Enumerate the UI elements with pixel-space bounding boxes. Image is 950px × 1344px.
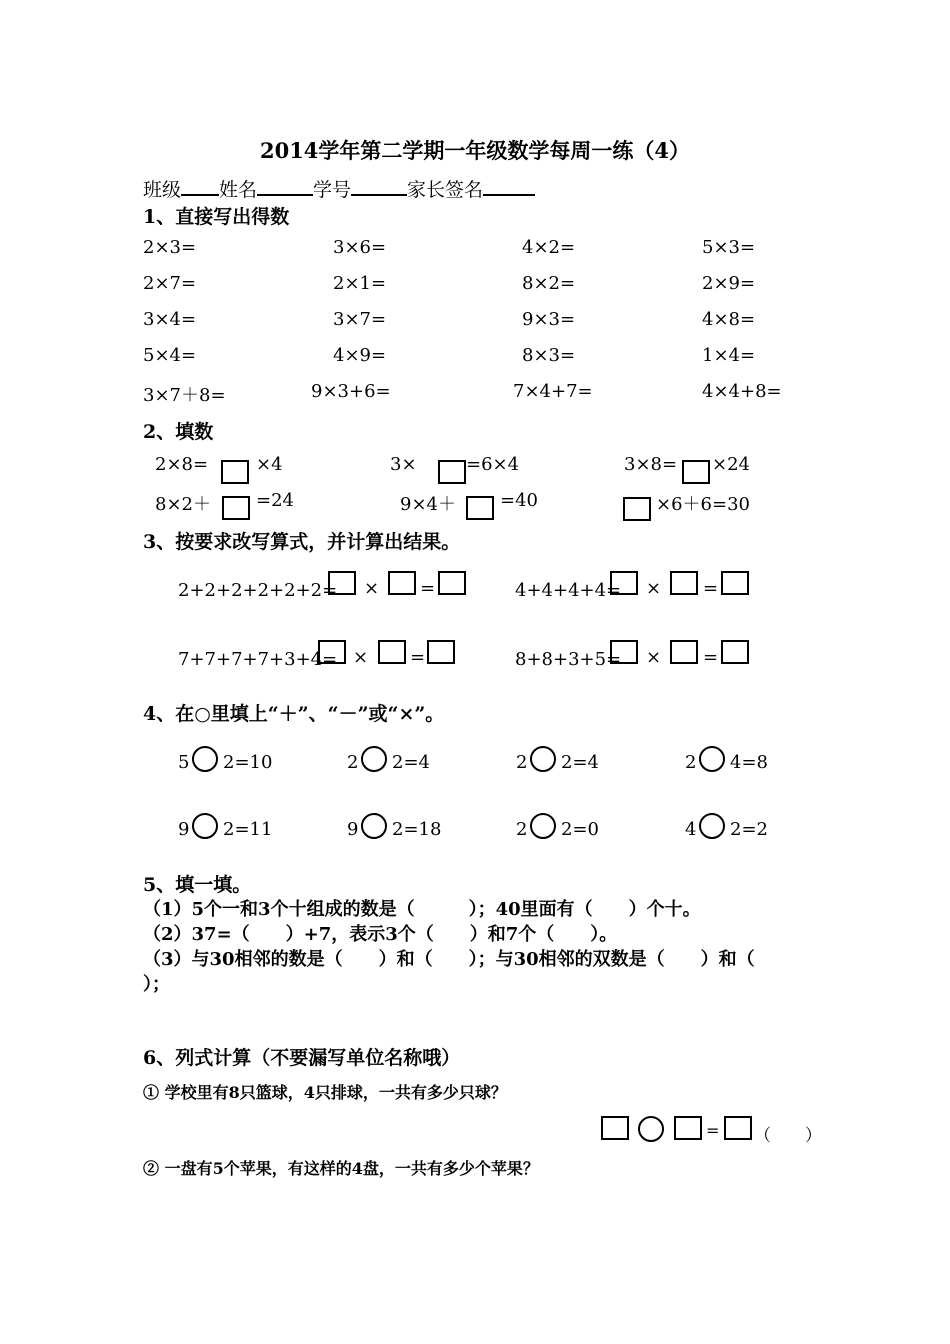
q3-b-expression: 4+4+4+4= (515, 580, 622, 601)
section-2-heading: 2、填数 (143, 421, 214, 443)
q3-a-times: × (364, 578, 380, 599)
q3-d-box-3[interactable] (721, 640, 749, 664)
q4-left-number: 2 (685, 752, 697, 773)
q3-d-expression: 8+8+3+5= (515, 649, 622, 670)
q3-b-times: × (646, 578, 662, 599)
q2-c-left: 3×8= (624, 454, 678, 475)
q1-equation: 5×3= (702, 237, 756, 258)
q2-d-left: 8×2＋ (155, 494, 211, 515)
q1-equation: 1×4= (702, 345, 756, 366)
q3-c-box-3[interactable] (427, 640, 455, 664)
q2-b-right: =6×4 (466, 454, 520, 475)
q6-p1-answer-box[interactable] (724, 1116, 752, 1140)
q1-equation: 3×6= (333, 237, 387, 258)
q3-d-equals: = (703, 647, 719, 668)
q1-equation: 2×9= (702, 273, 756, 294)
q1-equation: 4×8= (702, 309, 756, 330)
q1-equation: 3×4= (143, 309, 197, 330)
name-blank[interactable] (257, 176, 313, 196)
q3-b-equals: = (703, 578, 719, 599)
section-3-heading: 3、按要求改写算式，并计算出结果。 (143, 531, 461, 553)
q5-line-1: （1）5个一和3个十组成的数是（ ）；40里面有（ ）个十。 (143, 899, 701, 920)
q1-equation: 8×2= (522, 273, 576, 294)
q5-line-2: （2）37=（ ）+7，表示3个（ ）和7个（ ）。 (143, 924, 618, 945)
q6-p1-operator-circle[interactable] (638, 1116, 664, 1142)
section-5-heading: 5、填一填。 (143, 874, 252, 896)
q4-operator-circle[interactable] (192, 813, 218, 839)
q3-b-box-3[interactable] (721, 571, 749, 595)
q2-f-right: ×6＋6=30 (656, 494, 750, 515)
class-label: 班级 (143, 179, 182, 201)
q1-equation: 3×7＋8= (143, 385, 226, 406)
q4-right-expression: 2=4 (392, 752, 430, 773)
q4-right-expression: 2=18 (392, 819, 442, 840)
q1-equation: 4×9= (333, 345, 387, 366)
q3-a-box-2[interactable] (388, 571, 416, 595)
q1-equation: 9×3+6= (311, 381, 391, 402)
q2-a-right: ×4 (256, 454, 283, 475)
student-info-line (143, 175, 535, 202)
q1-equation: 4×4+8= (702, 381, 782, 402)
page-title: 2014学年第二学期一年级数学每周一练（4） (259, 138, 691, 163)
q4-right-expression: 2=10 (223, 752, 273, 773)
number-label: 学号 (313, 179, 352, 201)
q4-left-number: 5 (178, 752, 190, 773)
section-1-heading: 1、直接写出得数 (143, 206, 290, 228)
q4-operator-circle[interactable] (530, 746, 556, 772)
q2-c-right: ×24 (712, 454, 750, 475)
q4-left-number: 9 (347, 819, 359, 840)
q4-left-number: 4 (685, 819, 697, 840)
q3-a-expression: 2+2+2+2+2+2= (178, 580, 338, 601)
q4-operator-circle[interactable] (361, 746, 387, 772)
q1-equation: 2×1= (333, 273, 387, 294)
q1-equation: 4×2= (522, 237, 576, 258)
q4-right-expression: 2=0 (561, 819, 599, 840)
q4-right-expression: 2=11 (223, 819, 273, 840)
q4-operator-circle[interactable] (699, 746, 725, 772)
q6-problem-1: ① 学校里有8只篮球，4只排球，一共有多少只球？ (143, 1083, 507, 1102)
q1-equation: 8×3= (522, 345, 576, 366)
q4-left-number: 2 (516, 752, 528, 773)
q6-p1-equals: = (706, 1121, 720, 1140)
q3-d-box-2[interactable] (670, 640, 698, 664)
q4-left-number: 9 (178, 819, 190, 840)
q6-p1-unit[interactable]: （ ） (754, 1126, 822, 1146)
q2-a-left: 2×8= (155, 454, 209, 475)
q4-operator-circle[interactable] (530, 813, 556, 839)
q4-operator-circle[interactable] (699, 813, 725, 839)
q2-a-box[interactable] (221, 460, 249, 484)
q3-b-box-1[interactable] (610, 571, 638, 595)
q3-c-expression: 7+7+7+7+3+4= (178, 649, 338, 670)
q4-right-expression: 2=2 (730, 819, 768, 840)
q5-line-4: ）； (143, 974, 170, 995)
q6-p1-box-2[interactable] (674, 1116, 702, 1140)
q3-b-box-2[interactable] (670, 571, 698, 595)
q3-d-box-1[interactable] (610, 640, 638, 664)
q6-problem-2: ② 一盘有5个苹果，有这样的4盘，一共有多少个苹果？ (143, 1159, 539, 1178)
q1-equation: 2×7= (143, 273, 197, 294)
q2-d-box[interactable] (222, 496, 250, 520)
section-6-heading: 6、列式计算（不要漏写单位名称哦） (143, 1047, 461, 1069)
q3-a-box-3[interactable] (438, 571, 466, 595)
q2-f-box[interactable] (623, 497, 651, 521)
q4-left-number: 2 (516, 819, 528, 840)
q1-equation: 9×3= (522, 309, 576, 330)
q3-d-times: × (646, 647, 662, 668)
q1-equation: 7×4+7= (513, 381, 593, 402)
q2-c-box[interactable] (682, 460, 710, 484)
parent-signature-label: 家长签名 (407, 179, 484, 201)
q3-c-equals: = (410, 647, 426, 668)
q3-c-times: × (353, 647, 369, 668)
q2-e-left: 9×4＋ (400, 494, 456, 515)
class-blank[interactable] (181, 176, 219, 196)
q2-e-box[interactable] (466, 496, 494, 520)
q6-p1-box-1[interactable] (601, 1116, 629, 1140)
q3-a-box-1[interactable] (328, 571, 356, 595)
q4-left-number: 2 (347, 752, 359, 773)
number-blank[interactable] (351, 176, 407, 196)
q4-operator-circle[interactable] (361, 813, 387, 839)
q4-right-expression: 4=8 (730, 752, 768, 773)
q2-b-left: 3× (390, 454, 417, 475)
q3-a-equals: = (420, 578, 436, 599)
q1-equation: 5×4= (143, 345, 197, 366)
q1-equation: 2×3= (143, 237, 197, 258)
q2-d-right: =24 (256, 490, 294, 511)
q4-right-expression: 2=4 (561, 752, 599, 773)
parent-signature-blank[interactable] (483, 176, 535, 196)
q3-c-box-2[interactable] (378, 640, 406, 664)
q2-e-right: =40 (500, 490, 538, 511)
name-label: 姓名 (219, 179, 258, 201)
section-4-heading: 4、在○里填上“＋”、“－”或“×”。 (143, 703, 445, 725)
q3-c-box-1[interactable] (318, 640, 346, 664)
q1-equation: 3×7= (333, 309, 387, 330)
q5-line-3: （3）与30相邻的数是（ ）和（ ）；与30相邻的双数是（ ）和（ (143, 949, 755, 970)
q2-b-box[interactable] (438, 460, 466, 484)
q4-operator-circle[interactable] (192, 746, 218, 772)
